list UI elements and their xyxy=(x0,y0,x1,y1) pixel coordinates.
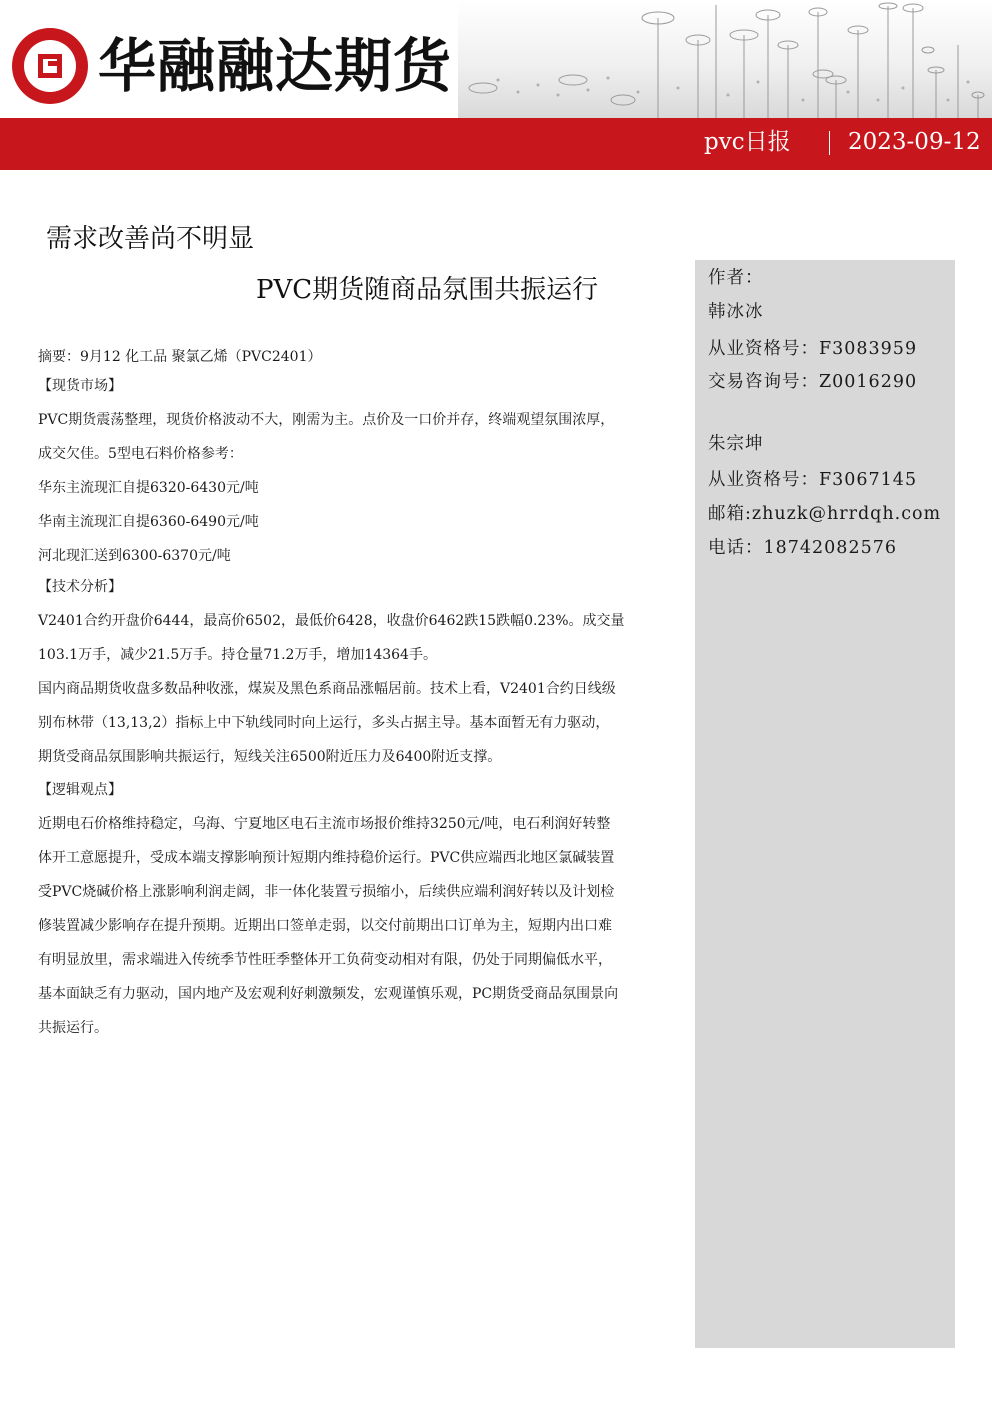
spot-market-line: 成交欠佳。5型电石料价格参考： xyxy=(38,446,243,462)
spot-market-line: 河北现汇送到6300-6370元/吨 xyxy=(38,548,231,564)
report-title-line1: 需求改善尚不明显 xyxy=(46,224,255,254)
author1-qualification: 从业资格号：F3083959 xyxy=(708,339,918,359)
header-red-bar xyxy=(0,118,992,170)
logic-view-line: 近期电石价格维持稳定，乌海、宁夏地区电石主流市场报价维持3250元/吨，电石利润好转整 xyxy=(38,816,611,832)
technical-analysis-line: 国内商品期货收盘多数品种收涨，煤炭及黑色系商品涨幅居前。技术上看，V2401合约日线级 xyxy=(38,681,616,697)
report-title-line2: PVC期货随商品氛围共振运行 xyxy=(256,275,599,305)
summary-line: 摘要：9月12 化工品 聚氯乙烯（PVC2401） xyxy=(38,349,322,365)
technical-analysis-line: 别布林带（13,13,2）指标上中下轨线同时向上运行，多头占据主导。基本面暂无有力驱动， xyxy=(38,715,610,731)
author2-email: 邮箱:zhuzk@hrrdqh.com xyxy=(708,504,942,524)
logic-view-line: 修装置减少影响存在提升预期。近期出口签单走弱，以交付前期出口订单为主，短期内出口难 xyxy=(38,918,612,934)
author2-qualification: 从业资格号：F3067145 xyxy=(708,470,918,490)
logic-view-heading: 【逻辑观点】 xyxy=(38,782,122,798)
spot-market-line: 华东主流现汇自提6320-6430元/吨 xyxy=(38,480,259,496)
logic-view-line: 共振运行。 xyxy=(38,1020,108,1036)
header-decoration xyxy=(458,0,992,118)
spot-market-line: PVC期货震荡整理，现货价格波动不大，刚需为主。点价及一口价并存，终端观望氛围浓厚， xyxy=(38,412,615,428)
author-label: 作者： xyxy=(708,268,764,288)
technical-analysis-line: 期货受商品氛围影响共振运行，短线关注6500附近压力及6400附近支撑。 xyxy=(38,749,502,765)
author1-consulting-number: 交易咨询号：Z0016290 xyxy=(708,372,918,392)
report-date: 2023-09-12 xyxy=(848,129,981,155)
technical-analysis-line: 103.1万手，减少21.5万手。持仓量71.2万手，增加14364手。 xyxy=(38,647,437,663)
author-sidebar xyxy=(695,260,955,1348)
logic-view-line: 受PVC烧碱价格上涨影响利润走阔，非一体化装置亏损缩小，后续供应端利润好转以及计划检 xyxy=(38,884,615,900)
report-type: pvc日报 xyxy=(704,129,791,155)
company-name: 华融融达期货 xyxy=(98,32,453,100)
author2-phone: 电话：18742082576 xyxy=(708,538,897,558)
company-logo-icon xyxy=(12,28,88,104)
report-header xyxy=(0,0,992,170)
author2-name: 朱宗坤 xyxy=(708,434,764,454)
logic-view-line: 基本面缺乏有力驱动，国内地产及宏观利好刺激频发，宏观谨慎乐观，PC期货受商品氛围景向 xyxy=(38,986,619,1002)
spot-market-heading: 【现货市场】 xyxy=(38,378,122,394)
logic-view-line: 体开工意愿提升，受成本端支撑影响预计短期内维持稳价运行。PVC供应端西北地区氯碱装置 xyxy=(38,850,615,866)
logic-view-line: 有明显放里，需求端进入传统季节性旺季整体开工负荷变动相对有限，仍处于同期偏低水平， xyxy=(38,952,612,968)
header-divider xyxy=(829,131,830,155)
author1-name: 韩冰冰 xyxy=(708,302,764,322)
technical-analysis-line: V2401合约开盘价6444，最高价6502，最低价6428，收盘价6462跌15跌幅0.23%。成交量 xyxy=(38,613,625,629)
spot-market-line: 华南主流现汇自提6360-6490元/吨 xyxy=(38,514,259,530)
technical-analysis-heading: 【技术分析】 xyxy=(38,579,122,595)
